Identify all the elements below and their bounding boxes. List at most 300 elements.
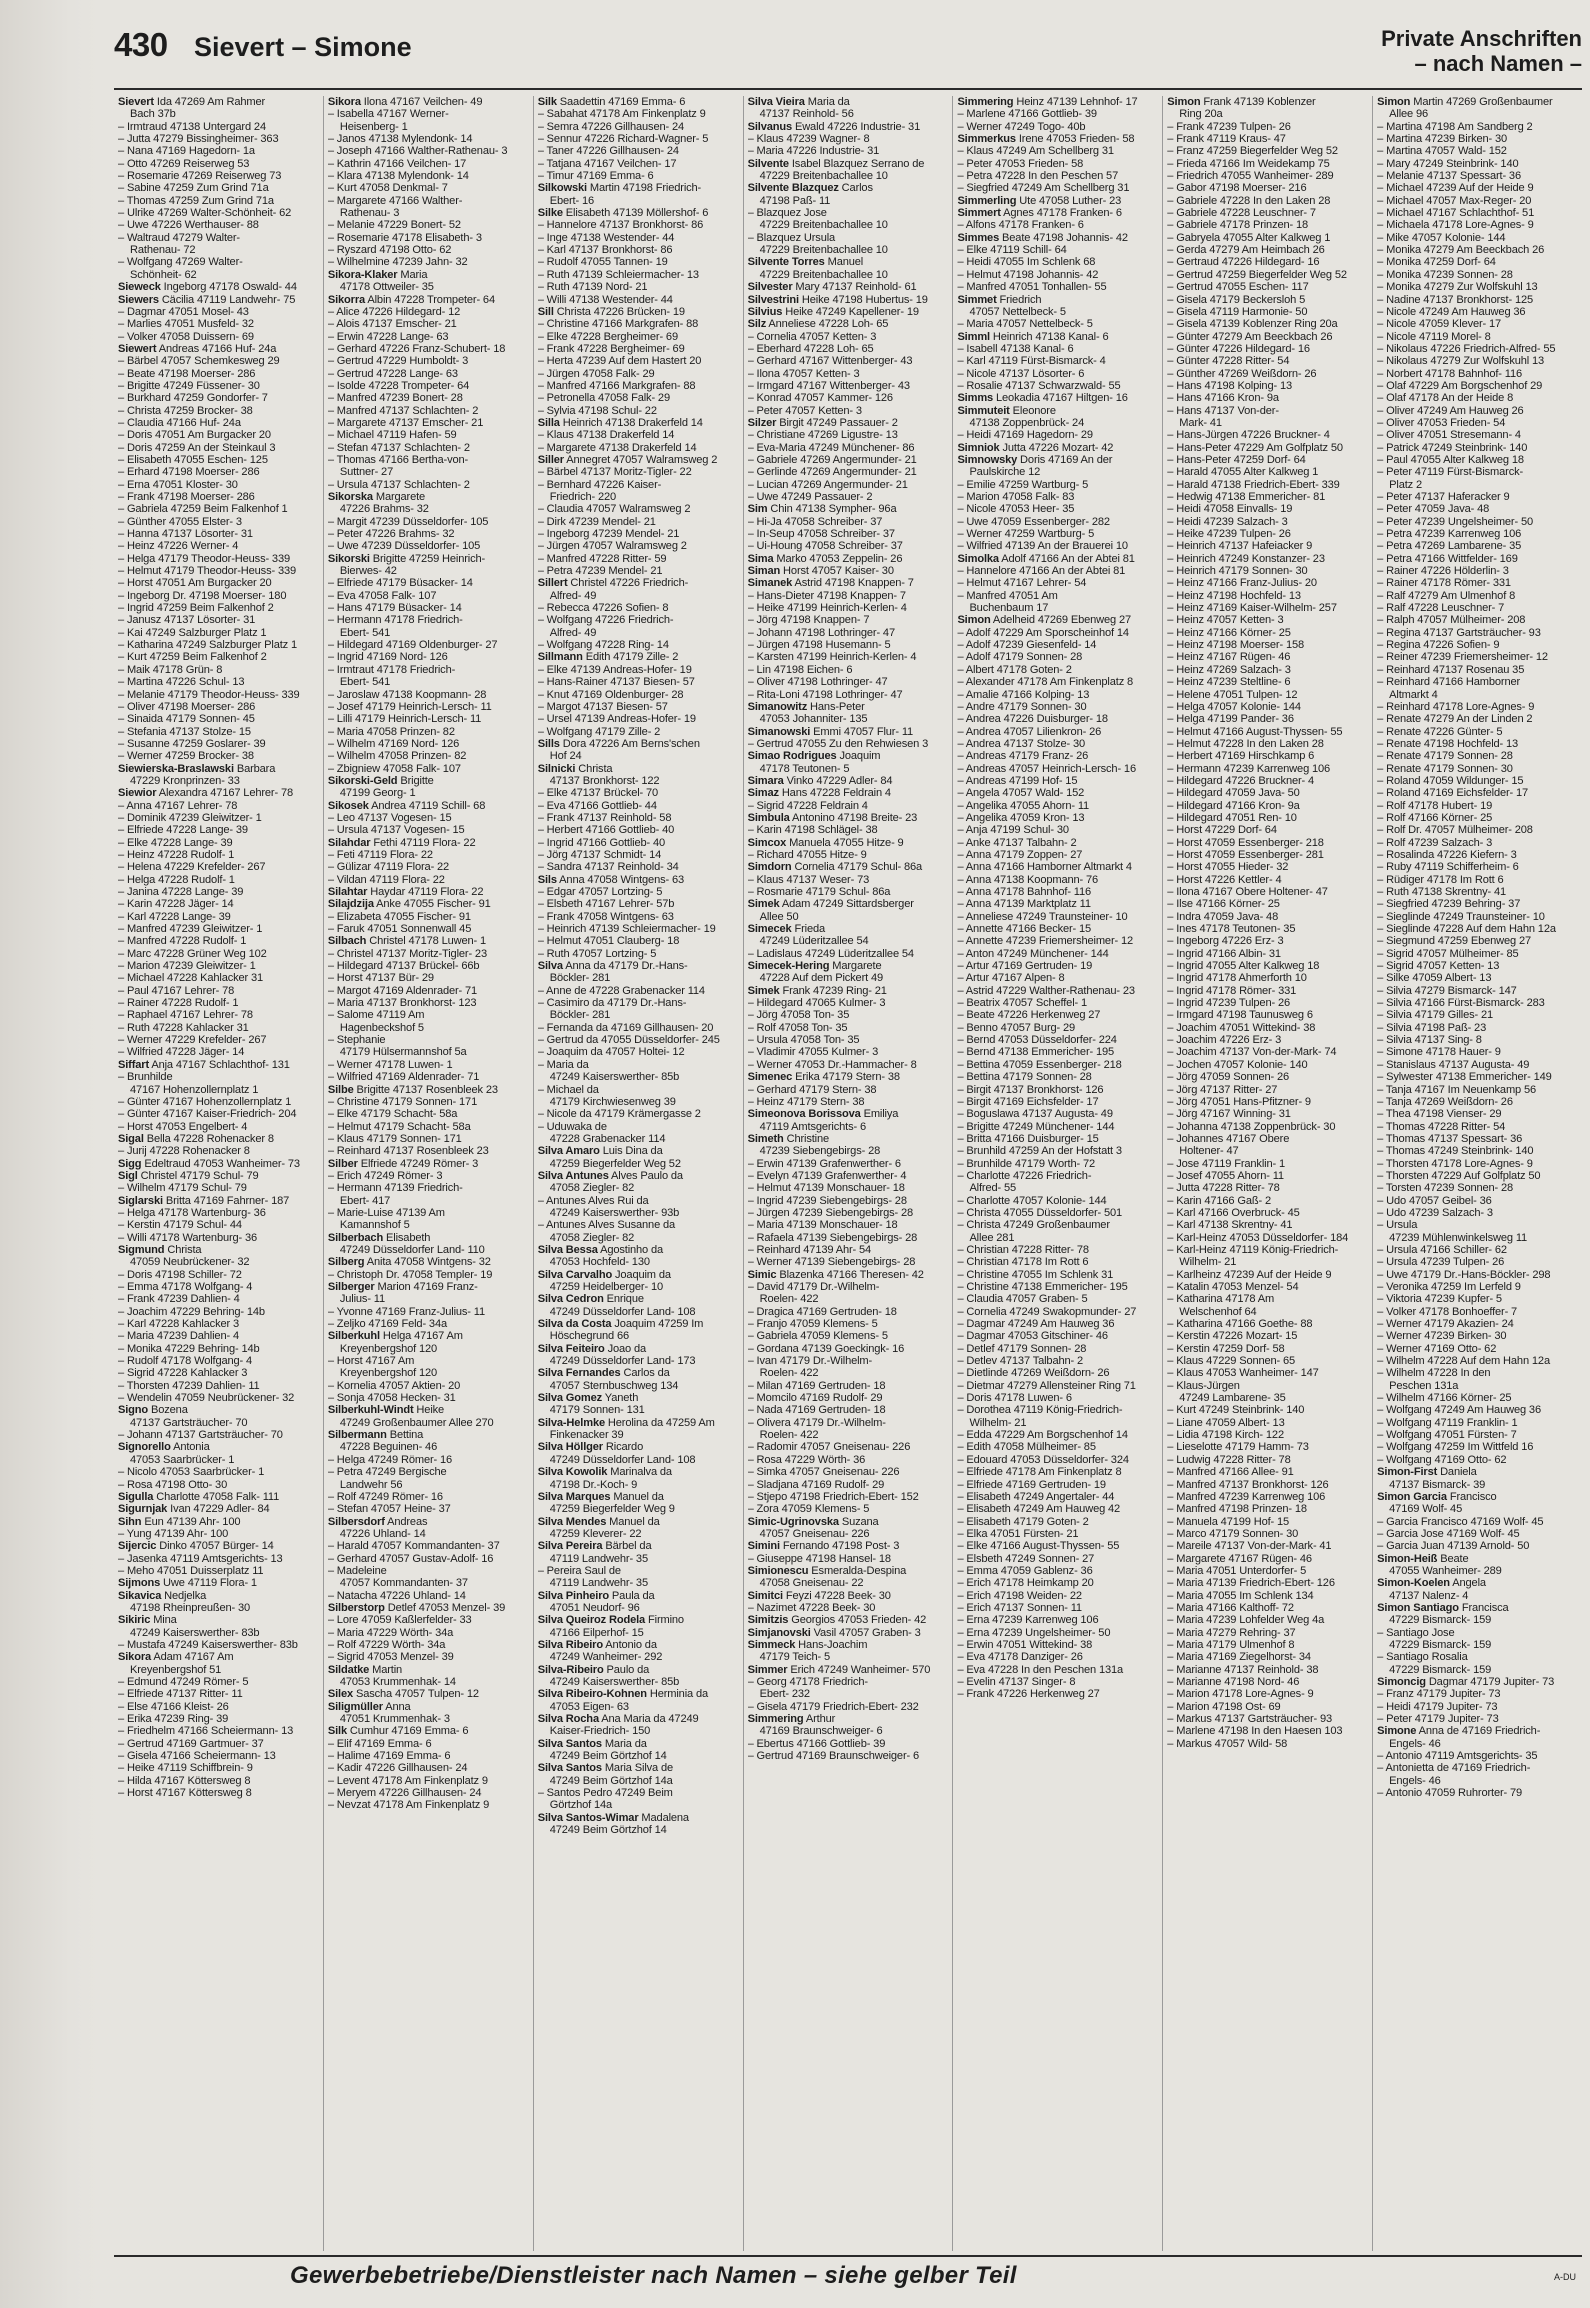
- entry-details: – Claudia 47057 Graben- 5: [957, 1293, 1088, 1306]
- entry-details: – Maria 47051 Unterdorfer- 5: [1167, 1564, 1307, 1577]
- entry-details: – Petra 47239 Mendel- 21: [537, 565, 663, 578]
- entry-continuation: [538, 972, 737, 984]
- entry-details: – Semra 47226 Gillhausen- 24: [537, 120, 684, 133]
- entry-details: – Helga 47057 Kolonie- 144: [1167, 700, 1301, 713]
- entry-details: – Elke 47119 Schill- 64: [957, 244, 1067, 257]
- listing-entry: [748, 1454, 947, 1466]
- entry-details: – Martina 47239 Birken- 30: [1377, 133, 1508, 146]
- surname-entry: [538, 417, 737, 429]
- listing-entry: [957, 750, 1156, 762]
- entry-details: – Elke 47179 Schacht- 58a: [327, 1108, 458, 1121]
- entry-details: 47178 Ottweiler- 35: [339, 281, 434, 294]
- surname: Silz: [747, 318, 767, 331]
- surname: Sills: [537, 737, 560, 750]
- entry-details: – Heidi 47169 Hagedorn- 29: [957, 429, 1093, 442]
- entry-details: – Emma 47059 Gablenz- 36: [957, 1564, 1093, 1577]
- listing-entry: [748, 343, 947, 355]
- entry-continuation: [748, 1688, 947, 1700]
- entry-details: Leokadia 47167 Hiltgen- 16: [993, 392, 1128, 405]
- entry-details: – Gerda 47279 Am Heimbach 26: [1167, 244, 1325, 257]
- listing-entry: [118, 651, 317, 663]
- entry-continuation: [748, 972, 947, 984]
- surname: Simbula: [747, 811, 790, 824]
- listing-entry: [1377, 1713, 1576, 1725]
- listing-entry: [748, 528, 947, 540]
- surname: Siglarski: [118, 1194, 163, 1207]
- listing-entry: [748, 689, 947, 701]
- entry-continuation: [328, 787, 527, 799]
- listing-entry: [957, 1256, 1156, 1268]
- listing-entry: [748, 676, 947, 688]
- entry-details: Alfred- 49: [549, 589, 597, 602]
- entry-details: – Olivera 47179 Dr.-Wilhelm-: [747, 1416, 886, 1429]
- entry-details: – Silvia 47279 Bismarck- 147: [1377, 984, 1517, 997]
- surname: Sikorska: [327, 491, 373, 503]
- entry-details: – Konrad 47057 Kammer- 126: [747, 392, 893, 405]
- entry-details: – Garcia Jose 47169 Wolf- 45: [1377, 1527, 1520, 1540]
- surname-entry: [748, 577, 947, 589]
- listing-entry: [957, 1355, 1156, 1367]
- listing-entry: [1167, 392, 1366, 404]
- entry-continuation: [1377, 1503, 1576, 1515]
- listing-entry: [1167, 1195, 1366, 1207]
- listing-entry: [328, 1627, 527, 1639]
- surname: Sigl: [118, 1169, 138, 1182]
- listing-entry: [957, 639, 1156, 651]
- surname: Simanek: [747, 577, 793, 590]
- listing-entry: [538, 861, 737, 873]
- entry-details: – Brunhild 47259 An der Hofstatt 3: [957, 1145, 1122, 1158]
- listing-entry: [957, 1553, 1156, 1565]
- listing-entry: [1377, 121, 1576, 133]
- listing-entry: [118, 1318, 317, 1330]
- entry-details: – Simone 47178 Hauer- 9: [1377, 1046, 1501, 1059]
- entry-details: Anneliese 47228 Loh- 65: [766, 318, 889, 331]
- surname: Sijercic: [118, 1540, 157, 1553]
- entry-details: – Cornelia 47249 Swakopmunder- 27: [957, 1305, 1137, 1318]
- entry-details: – Nada 47169 Gertruden- 18: [747, 1404, 886, 1417]
- entry-details: – Brunhilde: [118, 1071, 173, 1084]
- listing-entry: [748, 800, 947, 812]
- listing-entry: [1377, 1182, 1576, 1194]
- listing-entry: [957, 1516, 1156, 1528]
- entry-details: – Sigrid 47228 Feldrain 4: [747, 799, 868, 812]
- entry-details: – Anneliese 47249 Traunsteiner- 10: [957, 910, 1128, 923]
- listing-entry: [1377, 1688, 1576, 1700]
- entry-details: – Ingrid 47239 Tulpen- 26: [1167, 997, 1290, 1010]
- surname-entry: [118, 1195, 317, 1207]
- entry-details: – Thomas 47249 Steinbrink- 140: [1377, 1145, 1534, 1158]
- listing-entry: [1377, 1355, 1576, 1367]
- entry-details: – Margarete 47138 Drakerfeld 14: [537, 441, 697, 454]
- entry-details: – Marlies 47051 Musfeld- 32: [118, 318, 254, 331]
- entry-details: – Simka 47057 Gneisenau- 226: [747, 1466, 900, 1479]
- entry-continuation: [957, 602, 1156, 614]
- entry-details: – Hans-Rainer 47137 Biesen- 57: [537, 676, 695, 689]
- entry-details: – Ebertus 47166 Gottlieb- 39: [747, 1737, 886, 1750]
- surname: Silva Ribeiro-Kohnen: [537, 1688, 647, 1701]
- entry-details: Heike: [413, 1404, 445, 1417]
- entry-details: – Karl 47137 Bronkhorst- 86: [537, 244, 673, 257]
- entry-continuation: [1377, 1639, 1576, 1651]
- entry-details: Sascha 47057 Tulpen- 12: [353, 1688, 479, 1701]
- entry-continuation: [748, 1293, 947, 1305]
- surname-entry: [957, 454, 1156, 466]
- entry-details: – Doris 47051 Am Burgacker 20: [118, 429, 271, 442]
- entry-details: – Ursula 47137 Schlachten- 2: [327, 478, 470, 491]
- listing-entry: [748, 368, 947, 380]
- listing-entry: [957, 1096, 1156, 1108]
- listing-entry: [328, 948, 527, 960]
- entry-details: – Wolfgang 47259 Im Wittfeld 16: [1377, 1441, 1534, 1454]
- listing-entry: [957, 318, 1156, 330]
- entry-continuation: [538, 1158, 737, 1170]
- entry-details: – Nana 47169 Hagedorn- 1a: [118, 145, 255, 158]
- entry-details: – Heinz 47167 Rügen- 46: [1167, 651, 1291, 664]
- entry-details: Heike 47249 Kapellener- 19: [782, 305, 919, 318]
- listing-entry: [748, 454, 947, 466]
- listing-entry: [118, 800, 317, 812]
- surname-entry: [538, 96, 737, 108]
- entry-details: 47199 Georg- 1: [339, 787, 416, 800]
- entry-details: Albin 47228 Trompeter- 64: [365, 293, 495, 306]
- surname-entry: [748, 294, 947, 306]
- entry-details: – Michael 47228 Kahlacker 31: [118, 972, 264, 985]
- section-title-line2: – nach Namen –: [1414, 51, 1582, 76]
- entry-continuation: [1377, 689, 1576, 701]
- listing-entry: [328, 1590, 527, 1602]
- listing-entry: [748, 1491, 947, 1503]
- entry-continuation: [1377, 1565, 1576, 1577]
- entry-details: – Maria 47169 Ziegelhorst- 34: [1167, 1651, 1311, 1664]
- entry-details: Heike 47198 Hubertus- 19: [798, 293, 928, 306]
- listing-entry: [957, 1108, 1156, 1120]
- entry-details: – Stephanie: [327, 1034, 386, 1047]
- surname-entry: [957, 392, 1156, 404]
- surname: Sigal: [118, 1132, 144, 1145]
- listing-entry: [1167, 1232, 1366, 1244]
- listing-entry: [118, 726, 317, 738]
- entry-details: – Isolde 47228 Trompeter- 64: [327, 379, 470, 392]
- listing-entry: [328, 1096, 527, 1108]
- surname: Simmering: [957, 96, 1014, 108]
- entry-details: – Horst 47053 Engelbert- 4: [118, 1120, 248, 1133]
- listing-entry: [748, 540, 947, 552]
- surname-entry: [957, 442, 1156, 454]
- listing-entry: [748, 1355, 947, 1367]
- entry-details: – Karl 47228 Kahlacker 3: [118, 1318, 239, 1331]
- entry-continuation: [538, 195, 737, 207]
- surname: Silke: [537, 207, 563, 220]
- entry-continuation: [328, 207, 527, 219]
- entry-details: – Lidia 47198 Kirch- 122: [1167, 1429, 1284, 1442]
- listing-entry: [1167, 1491, 1366, 1503]
- surname-entry: [538, 207, 737, 219]
- entry-details: – Alexander 47178 Am Finkenplatz 8: [957, 676, 1134, 689]
- entry-details: 47229 Bismarck- 159: [1389, 1638, 1492, 1651]
- entry-details: Antonia: [170, 1441, 210, 1454]
- entry-details: – Jutta 47279 Bissingheimer- 363: [118, 133, 279, 146]
- entry-details: – Kornelia 47057 Aktien- 20: [327, 1379, 461, 1392]
- listing-entry: [1167, 219, 1366, 231]
- listing-entry: [1377, 1158, 1576, 1170]
- surname-entry: [328, 800, 527, 812]
- listing-entry: [1167, 1738, 1366, 1750]
- entry-details: – Frank 47198 Moerser- 286: [118, 491, 255, 503]
- entry-details: Edith 47179 Zille- 2: [582, 651, 679, 664]
- entry-details: – Helga 47199 Pander- 36: [1167, 713, 1294, 726]
- listing-entry: [328, 479, 527, 491]
- entry-details: – Gertrud 47229 Humboldt- 3: [327, 355, 469, 368]
- entry-details: – Reinhard 47178 Lore-Agnes- 9: [1377, 700, 1535, 713]
- entry-continuation: [538, 1528, 737, 1540]
- listing-entry: [1167, 1244, 1366, 1256]
- surname-entry: [538, 1762, 737, 1774]
- entry-details: – Nicole 47053 Heer- 35: [957, 503, 1075, 516]
- listing-entry: [328, 318, 527, 330]
- entry-continuation: [538, 1479, 737, 1491]
- listing-entry: [1377, 849, 1576, 861]
- entry-details: 47058 Ziegler- 82: [549, 1182, 635, 1195]
- surname: Simecek-Hering: [747, 960, 830, 973]
- entry-details: – Friedrich 47055 Wanheimer- 289: [1167, 170, 1334, 183]
- listing-entry: [328, 1306, 527, 1318]
- entry-details: – Antonio 47119 Amtsgerichts- 35: [1377, 1750, 1538, 1763]
- entry-details: Paulo da: [603, 1663, 650, 1676]
- listing-entry: [1377, 1133, 1576, 1145]
- listing-entry: [538, 639, 737, 651]
- entry-details: – Anna 47139 Marktplatz 11: [957, 898, 1091, 911]
- listing-entry: [328, 1565, 527, 1577]
- entry-details: Andreas: [384, 1515, 428, 1528]
- entry-details: – Michael 47119 Hafen- 59: [327, 429, 457, 442]
- entry-details: – Eva 47058 Falk- 107: [327, 589, 437, 602]
- listing-entry: [328, 108, 527, 120]
- entry-details: Uwe 47119 Flora- 1: [160, 1577, 257, 1590]
- entry-details: – Eva 47166 Gottlieb- 44: [537, 799, 657, 812]
- listing-entry: [538, 886, 737, 898]
- entry-details: – Elfriede 47179 Büsacker- 14: [327, 577, 473, 590]
- listing-entry: [1167, 1034, 1366, 1046]
- listing-entry: [118, 1009, 317, 1021]
- entry-details: – Antunes Alves Susanne da: [537, 1219, 676, 1232]
- entry-details: – Wolfgang 47226 Friedrich-: [537, 614, 674, 627]
- entry-details: – Boguslawa 47137 Augusta- 49: [957, 1108, 1113, 1121]
- entry-details: Ebert- 541: [339, 676, 391, 689]
- listing-entry: [748, 1034, 947, 1046]
- entry-details: Bärbel da: [602, 1540, 652, 1553]
- entry-details: – Edgar 47057 Lortzing- 5: [537, 886, 663, 898]
- entry-details: – Katalin 47053 Menzel- 54: [1167, 1281, 1299, 1293]
- listing-entry: [118, 1688, 317, 1700]
- entry-details: – Timur 47169 Emma- 6: [537, 170, 654, 183]
- listing-entry: [118, 331, 317, 343]
- entry-details: – Santiago Rosalia: [1377, 1651, 1468, 1664]
- entry-details: Mary 47137 Reinhold- 61: [792, 281, 917, 294]
- listing-entry: [1167, 1417, 1366, 1429]
- entry-details: 47249 Kaiserswerther- 83b: [130, 1626, 260, 1639]
- entry-details: 47249 Wanheimer- 292: [549, 1651, 663, 1664]
- entry-details: – Siegmund 47259 Ebenweg 27: [1377, 935, 1532, 948]
- entry-details: – Wolfgang 47051 Fürsten- 7: [1377, 1429, 1517, 1442]
- listing-entry: [748, 355, 947, 367]
- entry-details: 47059 Neubrückener- 32: [130, 1256, 250, 1269]
- surname: Silla: [537, 416, 560, 429]
- listing-entry: [957, 429, 1156, 441]
- entry-details: – Helena 47229 Krefelder- 267: [118, 861, 266, 874]
- entry-continuation: [1377, 479, 1576, 491]
- entry-details: Brigitte 47137 Rosenbleek 23: [353, 1083, 498, 1096]
- surname: Silva Pereira: [537, 1540, 603, 1553]
- entry-continuation: [538, 1009, 737, 1021]
- listing-entry: [1377, 1071, 1576, 1083]
- entry-details: – Klaus 47138 Drakerfeld 14: [537, 429, 675, 442]
- surname-entry: [328, 837, 527, 849]
- surname-entry: [957, 133, 1156, 145]
- entry-details: – Raphael 47167 Lehrer- 78: [118, 1009, 253, 1022]
- entry-details: Martin: [369, 1663, 403, 1676]
- entry-details: Emmi 47057 Flur- 11: [810, 725, 914, 738]
- entry-details: – Kathrin 47166 Veilchen- 17: [327, 157, 467, 170]
- entry-details: – Günter 47167 Kaiser-Friedrich- 204: [118, 1108, 297, 1121]
- surname-entry: [748, 256, 947, 268]
- listing-entry: [957, 1688, 1156, 1700]
- entry-continuation: [1167, 1145, 1366, 1157]
- entry-details: – Ingeborg 47239 Mendel- 21: [537, 528, 680, 541]
- listing-entry: [1167, 121, 1366, 133]
- listing-entry: [957, 1664, 1156, 1676]
- entry-details: – Tatjana 47167 Veilchen- 17: [537, 157, 677, 170]
- entry-details: – Heinz 47198 Moerser- 158: [1167, 639, 1304, 652]
- surname-entry: [957, 331, 1156, 343]
- listing-entry: [748, 997, 947, 1009]
- listing-entry: [957, 590, 1156, 602]
- listing-entry: [957, 985, 1156, 997]
- listing-entry: [118, 1022, 317, 1034]
- entry-details: – Frank 47226 Herkenweg 27: [957, 1688, 1100, 1701]
- entry-details: – Gertrud 47228 Lange- 63: [327, 367, 458, 380]
- entry-details: – Frank 47058 Wintgens- 63: [537, 910, 674, 923]
- surname: Sievert: [118, 96, 154, 108]
- entry-details: – Mareile 47137 Von-der-Mark- 41: [1167, 1540, 1332, 1553]
- entry-details: – Artur 47167 Alpen- 8: [957, 972, 1065, 985]
- listing-entry: [957, 1121, 1156, 1133]
- listing-entry: [1167, 1713, 1366, 1725]
- surname: Simmer: [747, 1663, 788, 1676]
- listing-entry: [1167, 1380, 1366, 1392]
- entry-details: – Margarete 47137 Emscher- 21: [327, 416, 484, 429]
- entry-details: – Johann 47137 Gartsträucher- 70: [118, 1429, 283, 1442]
- entry-continuation: [538, 1096, 737, 1108]
- listing-entry: [1167, 1009, 1366, 1021]
- surname: Sill: [537, 305, 554, 318]
- entry-details: – Rosemarie 47269 Reiserweg 73: [118, 170, 282, 183]
- entry-details: – Gertrud 47169 Gartmuer- 37: [118, 1737, 264, 1750]
- entry-details: – Ursula 47166 Schiller- 62: [1377, 1243, 1507, 1256]
- surname-entry: [748, 1590, 947, 1602]
- entry-details: 47229 Breitenbachallee 10: [759, 268, 888, 281]
- entry-details: – Harald 47138 Friedrich-Ebert- 339: [1167, 478, 1340, 491]
- entry-details: – Sylwester 47138 Emmericher- 149: [1377, 1071, 1552, 1084]
- entry-details: – Edouard 47053 Düsseldorfer- 324: [957, 1453, 1129, 1466]
- listing-entry: [328, 306, 527, 318]
- entry-details: – Mustafa 47249 Kaiserswerther- 83b: [118, 1638, 298, 1651]
- entry-details: Dora 47226 Am Berns'schen: [559, 737, 700, 750]
- listing-entry: [1377, 676, 1576, 688]
- entry-details: – Uwe 47179 Dr.-Hans-Böckler- 298: [1377, 1268, 1551, 1281]
- entry-details: – Katharina 47166 Goethe- 88: [1167, 1318, 1313, 1331]
- surname: Simmes: [957, 231, 1000, 244]
- listing-entry: [1167, 1022, 1366, 1034]
- listing-entry: [538, 1121, 737, 1133]
- listing-entry: [1167, 294, 1366, 306]
- entry-details: – Klaus 47137 Weser- 73: [747, 873, 870, 886]
- listing-entry: [957, 726, 1156, 738]
- listing-entry: [118, 1701, 317, 1713]
- surname-entry: [538, 1170, 737, 1182]
- listing-entry: [328, 1639, 527, 1651]
- entry-details: Höschegrund 66: [549, 1330, 630, 1343]
- entry-details: – Melanie 47137 Spessart- 36: [1377, 170, 1521, 183]
- listing-entry: [957, 1441, 1156, 1453]
- entry-continuation: [957, 466, 1156, 478]
- entry-details: – Marc 47228 Grüner Weg 102: [118, 947, 267, 960]
- listing-entry: [748, 133, 947, 145]
- listing-entry: [1167, 256, 1366, 268]
- entry-details: – Antonietta de 47169 Friedrich-: [1377, 1762, 1531, 1775]
- entry-details: – Bettina 47059 Essenberger- 218: [957, 1058, 1122, 1071]
- listing-entry: [957, 763, 1156, 775]
- entry-details: – Heike 47239 Tulpen- 26: [1167, 528, 1291, 541]
- listing-entry: [1167, 429, 1366, 441]
- entry-details: – Silke 47059 Albert- 13: [1377, 972, 1492, 985]
- entry-details: – Ingrid 47166 Gottlieb- 40: [537, 836, 666, 849]
- entry-continuation: [328, 1022, 527, 1034]
- listing-entry: [748, 145, 947, 157]
- entry-details: – Ursula 47058 Ton- 35: [747, 1034, 860, 1047]
- listing-entry: [748, 1738, 947, 1750]
- entry-details: 47226 Uhland- 14: [339, 1527, 426, 1540]
- entry-details: – Claudia 47166 Huf- 24a: [118, 416, 241, 429]
- entry-details: Astrid 47198 Knappen- 7: [792, 577, 914, 590]
- entry-details: – Johannes 47167 Obere: [1167, 1132, 1290, 1145]
- entry-details: 47119 Landwehr- 35: [549, 1577, 648, 1590]
- entry-details: – Uwe 47239 Düsseldorfer- 105: [327, 540, 481, 553]
- entry-details: 47229 Breitenbachallee 10: [759, 170, 888, 183]
- listing-entry: [1377, 948, 1576, 960]
- surname: Signorello: [118, 1441, 171, 1454]
- surname-entry: [328, 1429, 527, 1441]
- listing-entry: [748, 824, 947, 836]
- entry-details: – Milan 47169 Gertruden- 18: [747, 1379, 886, 1392]
- entry-details: – Ruth 47139 Nord- 21: [537, 281, 648, 294]
- listing-entry: [538, 479, 737, 491]
- listing-entry: [118, 1750, 317, 1762]
- listing-entry: [1167, 145, 1366, 157]
- entry-continuation: [748, 108, 947, 120]
- listing-entry: [328, 355, 527, 367]
- listing-entry: [118, 849, 317, 861]
- listing-entry: [1167, 331, 1366, 343]
- entry-details: – Frank 47228 Bergheimer- 69: [537, 342, 685, 355]
- entry-details: – Gerlinde 47269 Angermunder- 21: [747, 466, 917, 479]
- listing-entry: [1377, 1330, 1576, 1342]
- listing-entry: [118, 676, 317, 688]
- listing-entry: [1377, 1343, 1576, 1355]
- listing-entry: [538, 244, 737, 256]
- entry-details: 47229 Bismarck- 159: [1389, 1614, 1492, 1627]
- listing-entry: [1377, 1022, 1576, 1034]
